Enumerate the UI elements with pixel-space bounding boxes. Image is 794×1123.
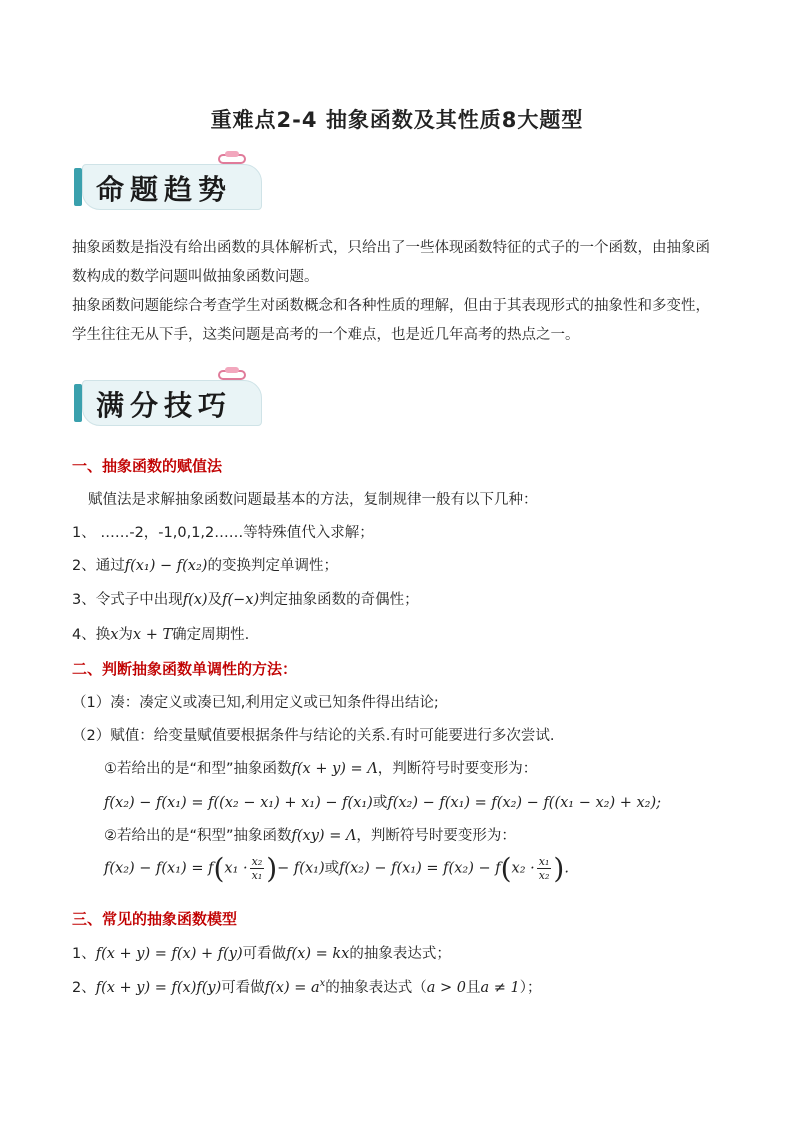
text: ）； [519, 980, 542, 996]
superscript: x [319, 978, 326, 990]
banner-skills [74, 374, 264, 426]
banner-trend [74, 158, 264, 210]
text: 3、令式子中出现 [72, 592, 183, 608]
text: 的变换判定单调性； [207, 558, 338, 574]
list-item: （1）凑：凑定义或凑已知,利用定义或已知条件得出结论; [72, 695, 439, 711]
section-lead: 赋值法是求解抽象函数问题最基本的方法，复制规律一般有以下几种： [88, 492, 538, 508]
text: 且 [466, 980, 481, 996]
paper-clip-icon [218, 366, 246, 384]
formula: a > 0 [426, 980, 467, 996]
text: 的抽象表达式； [349, 946, 451, 962]
text: ，判断符号时要变形为： [356, 828, 516, 844]
text: 4、换 [72, 627, 111, 643]
list-item: 1、 ……-2，-1,0,1,2……等特殊值代入求解； [72, 525, 374, 541]
formula: f(−x) [222, 592, 260, 608]
list-item [72, 976, 542, 997]
banner-label: 命题趋势 [96, 173, 233, 206]
text: ①若给出的是“和型”抽象函数 [104, 761, 292, 777]
fraction [250, 855, 265, 882]
paren: ( [500, 852, 512, 885]
intro-paragraph: 抽象函数问题能综合考查学生对函数概念和各种性质的理解，但由于其表现形式的抽象性和多变性，学生往往无从下手，这类问题是高考的一个难点，也是近几年高考的热点之一。 [72, 298, 710, 343]
formula: − f(x₁) [277, 860, 325, 877]
list-item [104, 757, 537, 778]
formula: f(x₂) − f(x₁) = f [104, 860, 214, 877]
section-heading: 一、抽象函数的赋值法 [72, 457, 223, 475]
formula: f(x) [182, 592, 208, 608]
numerator: x₁ [538, 855, 550, 868]
equation-line [104, 791, 661, 812]
text: 及 [207, 592, 223, 608]
text: 或 [324, 860, 340, 877]
equation-line [104, 852, 569, 885]
denominator: x₂ [538, 869, 550, 882]
section-heading: 二、判断抽象函数单调性的方法： [72, 660, 298, 678]
numerator: x₂ [251, 855, 263, 868]
text: ，判断符号时要变形为： [377, 761, 538, 777]
paren: ) [266, 852, 278, 885]
formula: f(x₂) − f(x₁) = f(x₂) − f((x₁ − x₂) + x₂); [387, 795, 662, 811]
list-item [72, 623, 249, 644]
banner-stripe [74, 384, 82, 422]
list-item: （2）赋值：给变量赋值要根据条件与结论的关系.有时可能要进行多次尝试. [72, 728, 555, 744]
text: ②若给出的是“积型”抽象函数 [104, 828, 292, 844]
paper-clip-icon [218, 150, 246, 168]
formula: f(x + y) = Λ [291, 761, 378, 777]
formula: x₁ · [224, 860, 248, 877]
formula: x + T [132, 627, 173, 643]
list-item [104, 824, 516, 845]
list-item [72, 588, 419, 609]
list-item [72, 942, 451, 963]
section-heading: 三、常见的抽象函数模型 [72, 910, 238, 928]
formula: f(x + y) = f(x)f(y) [95, 980, 222, 996]
formula: f(xy) = Λ [291, 828, 357, 844]
text: 可看做 [221, 980, 265, 996]
text: 确定周期性. [172, 627, 250, 643]
formula: f(x₂) − f(x₁) = f((x₂ − x₁) + x₁) − f(x₁) [104, 795, 373, 811]
formula: x [110, 627, 119, 643]
formula: a ≠ 1 [480, 980, 520, 996]
text: 2、通过 [72, 558, 125, 574]
formula: f(x) = a [264, 980, 320, 996]
paren: ) [553, 852, 565, 885]
intro-paragraph: 抽象函数是指没有给出函数的具体解析式，只给出了一些体现函数特征的式子的一个函数，由抽象函数构成的数学问题叫做抽象函数问题。 [72, 240, 710, 285]
denominator: x₁ [251, 869, 263, 882]
text: 为 [118, 627, 133, 643]
formula: f(x + y) = f(x) + f(y) [95, 946, 243, 962]
paren: ( [213, 852, 225, 885]
formula: f(x₁) − f(x₂) [124, 558, 208, 574]
list-item [72, 554, 338, 575]
formula: f(x) = kx [286, 946, 350, 962]
text: 可看做 [242, 946, 287, 962]
fraction [537, 855, 552, 882]
banner-label: 满分技巧 [96, 389, 233, 422]
intro-paragraphs [72, 234, 724, 350]
formula: . [564, 860, 569, 877]
formula: f(x₂) − f(x₁) = f(x₂) − f [339, 860, 501, 877]
formula: x₂ · [511, 860, 535, 877]
banner-stripe [74, 168, 82, 206]
text: 或 [372, 795, 388, 811]
text: 2、 [72, 980, 96, 996]
text: 的抽象表达式（ [325, 980, 427, 996]
text: 判定抽象函数的奇偶性； [259, 592, 419, 608]
text: 1、 [72, 946, 96, 962]
page-title: 重难点2-4 抽象函数及其性质8大题型 [210, 108, 584, 132]
